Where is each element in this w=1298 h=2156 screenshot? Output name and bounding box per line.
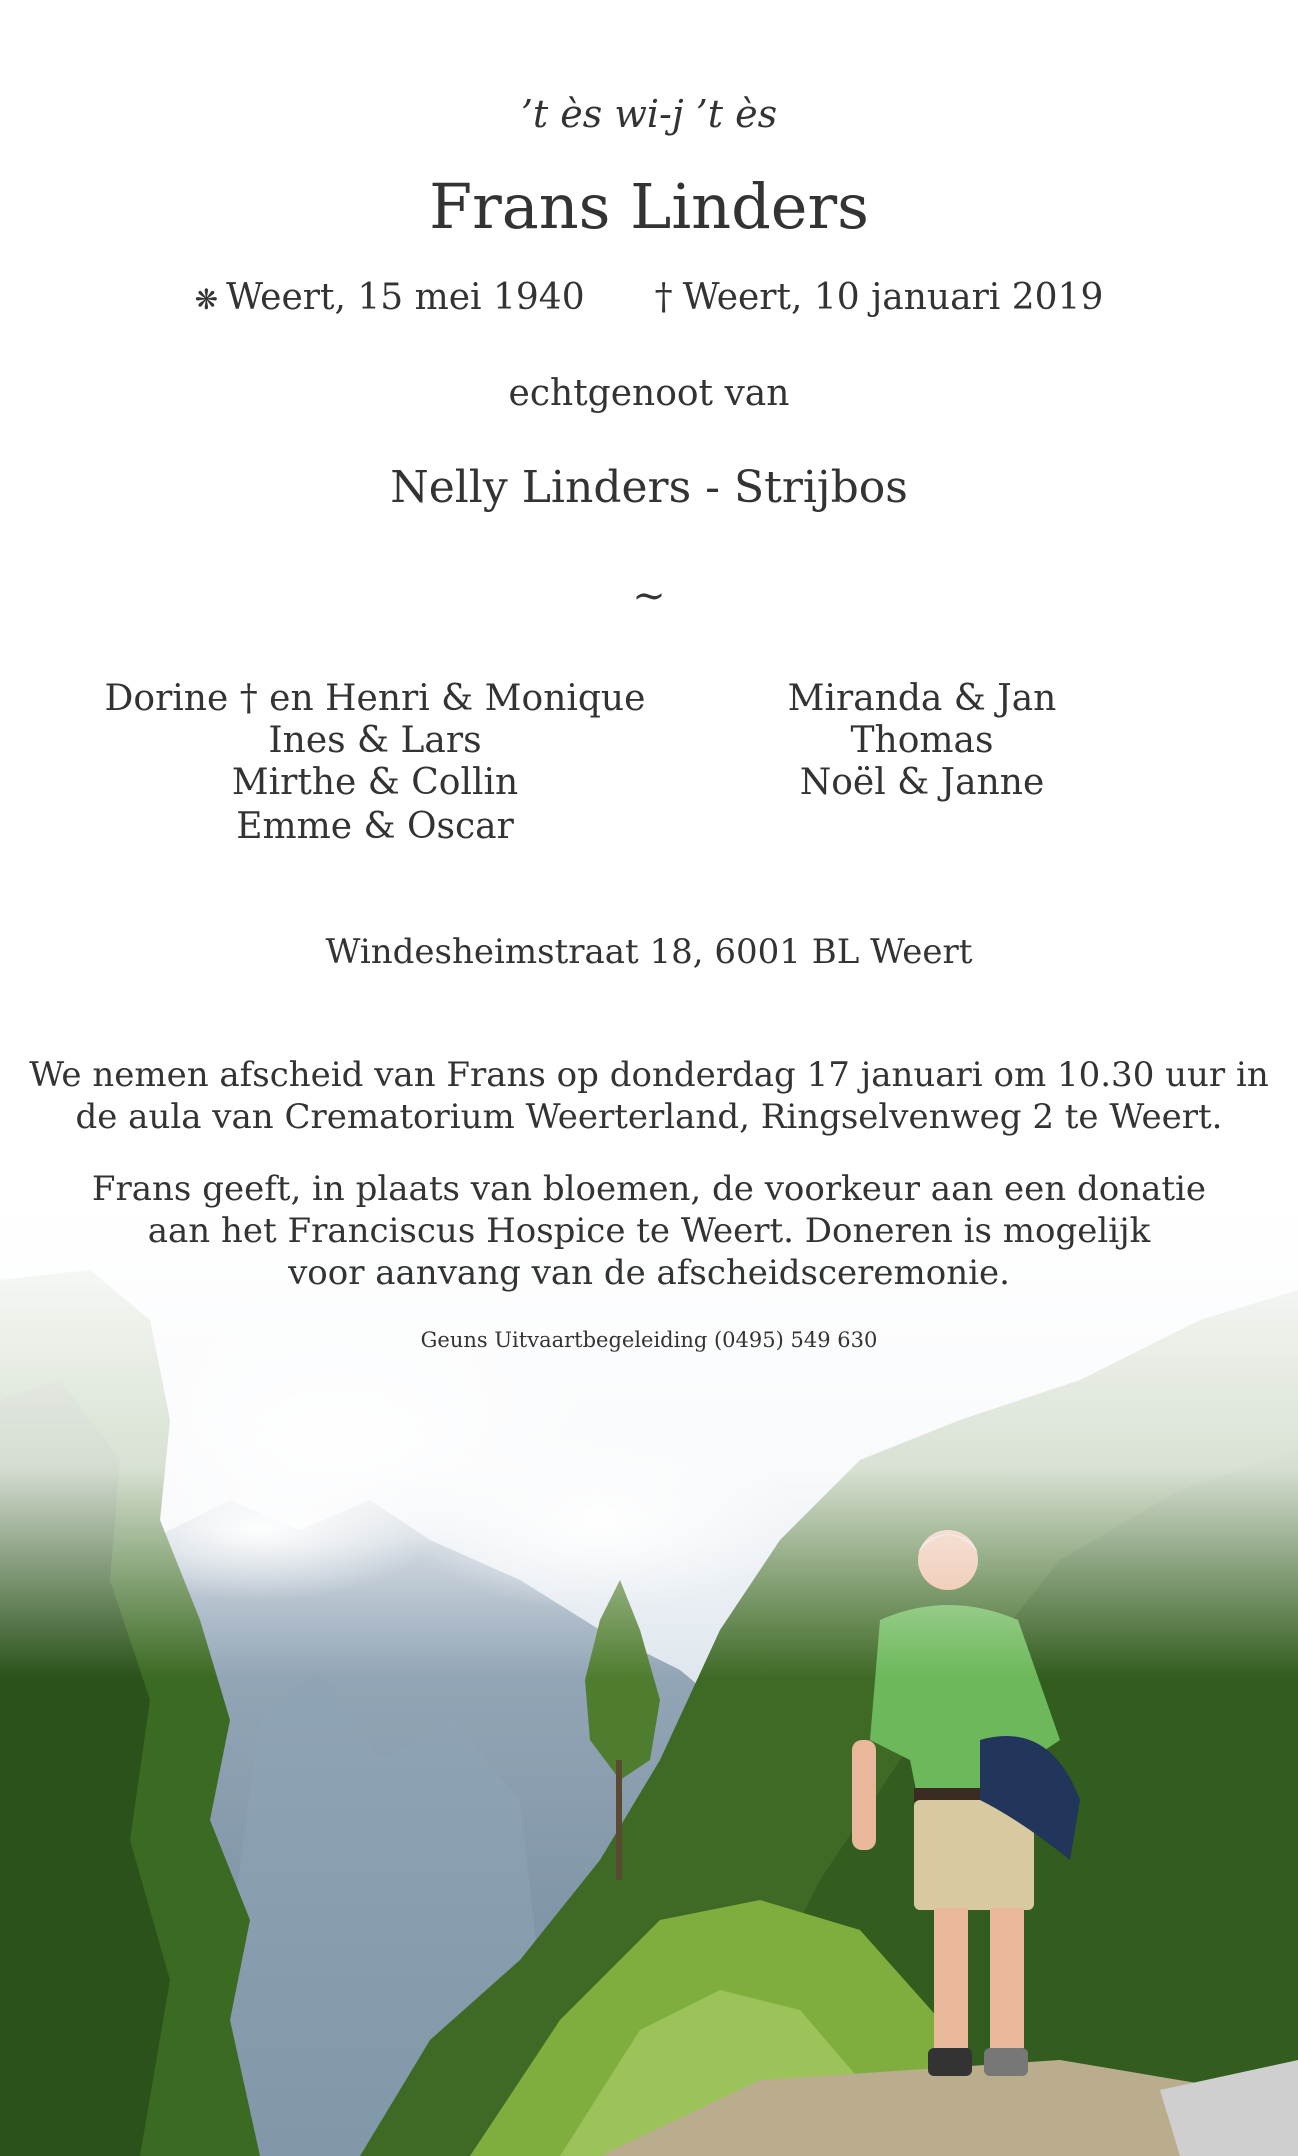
funeral-home-credit: Geuns Uitvaartbegeleiding (0495) 549 630 [420, 1328, 878, 1352]
birth-star-icon: ❋ [194, 283, 219, 316]
family-line: Emme & Oscar [236, 806, 514, 847]
family-line: Mirthe & Collin [231, 762, 519, 803]
family-left [55, 678, 695, 848]
motto: ’t ès wi-j ’t ès [520, 92, 778, 136]
family-line: Ines & Lars [268, 720, 482, 761]
life-dates [0, 276, 1298, 319]
family-line: Noël & Janne [799, 762, 1045, 803]
death-cross-icon: † [654, 277, 673, 318]
family-line: Dorine † en Henri & Monique [104, 678, 646, 719]
ornament-icon: ∼ [632, 573, 666, 619]
birth-date: ❋ Weert, 15 mei 1940 [194, 277, 585, 318]
family-line: Miranda & Jan [787, 678, 1057, 719]
spouse-name: Nelly Linders - Strijbos [390, 462, 908, 513]
family-line: Thomas [850, 720, 994, 761]
address: Windesheimstraat 18, 6001 BL Weert [325, 932, 973, 972]
donation-text: Frans geeft, in plaats van bloemen, de voorkeur aan een donatie aan het Franciscus Hospice te Weert. Doneren is mogelijk voor aanvang van de afscheidsceremonie. [91, 1169, 1207, 1293]
farewell-text: We nemen afscheid van Frans op donderdag 17 januari om 10.30 uur in de aula van Crematorium Weerterland, Ringselvenweg 2 te Weert. [29, 1055, 1269, 1137]
spouse-intro: echtgenoot van [508, 373, 790, 414]
deceased-name: Frans Linders [429, 170, 869, 243]
death-date: † Weert, 10 januari 2019 [654, 277, 1104, 318]
family-right [722, 678, 1122, 804]
